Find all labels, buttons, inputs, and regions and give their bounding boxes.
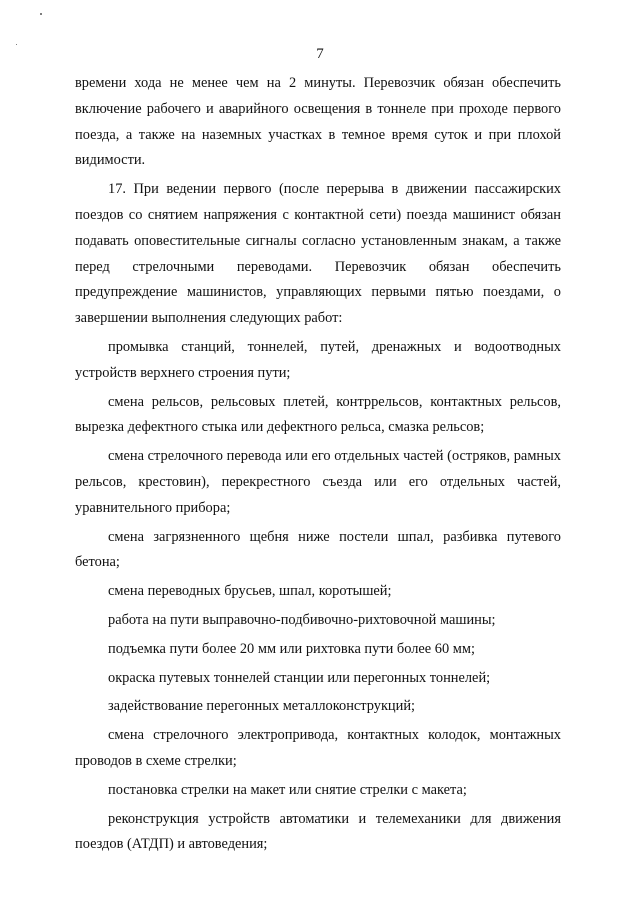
paragraph: реконструкция устройств автоматики и телемеханики для движения поездов (АТДП) и автоведения; bbox=[75, 810, 561, 853]
paragraph: времени хода не менее чем на 2 минуты. Перевозчик обязан обеспечить включение рабочего и аварийного освещения в тоннеле при проходе первого поезда, а также на наземных участках в темное время суток и при плохой видимости. bbox=[75, 75, 561, 169]
paragraph: 17. При ведении первого (после перерыва в движении пассажирских поездов со снятием напряжения с контактной сети) поезда машинист обязан подавать оповестительные сигналы согласно установленным знакам, а также перед стрелочными переводами. Перевозчик обязан обеспечить предупреждение машинистов, управляющих первыми пятью поездами, о завершении выполнения следующих работ: bbox=[75, 181, 561, 327]
paragraph: окраска путевых тоннелей станции или перегонных тоннелей; bbox=[108, 669, 491, 686]
paragraph: работа на пути выправочно-подбивочно-рихтовочной машины; bbox=[108, 611, 496, 628]
paragraph: смена стрелочного электропривода, контактных колодок, монтажных проводов в схеме стрелки; bbox=[75, 727, 561, 769]
paragraph: смена рельсов, рельсовых плетей, контррельсов, контактных рельсов, вырезка дефектного стыка или дефектного рельса, смазка рельсов; bbox=[75, 393, 561, 436]
paragraph: промывка станций, тоннелей, путей, дренажных и водоотводных устройств верхнего строения пути; bbox=[75, 338, 561, 381]
scan-speck bbox=[16, 44, 17, 45]
document-body bbox=[75, 71, 561, 858]
paragraph: смена переводных брусьев, шпал, коротышей; bbox=[108, 583, 392, 600]
paragraph: подъемка пути более 20 мм или рихтовка пути более 60 мм; bbox=[108, 640, 475, 657]
paragraph: смена стрелочного перевода или его отдельных частей (остряков, рамных рельсов, крестовин), перекрестного съезда или его отдельных частей, уравнительного прибора; bbox=[75, 448, 561, 516]
scan-speck bbox=[40, 13, 42, 15]
page-number: 7 bbox=[316, 46, 324, 62]
paragraph: постановка стрелки на макет или снятие стрелки с макета; bbox=[108, 781, 467, 798]
paragraph: смена загрязненного щебня ниже постели шпал, разбивка путевого бетона; bbox=[75, 528, 561, 571]
paragraph: задействование перегонных металлоконструкций; bbox=[108, 698, 416, 715]
